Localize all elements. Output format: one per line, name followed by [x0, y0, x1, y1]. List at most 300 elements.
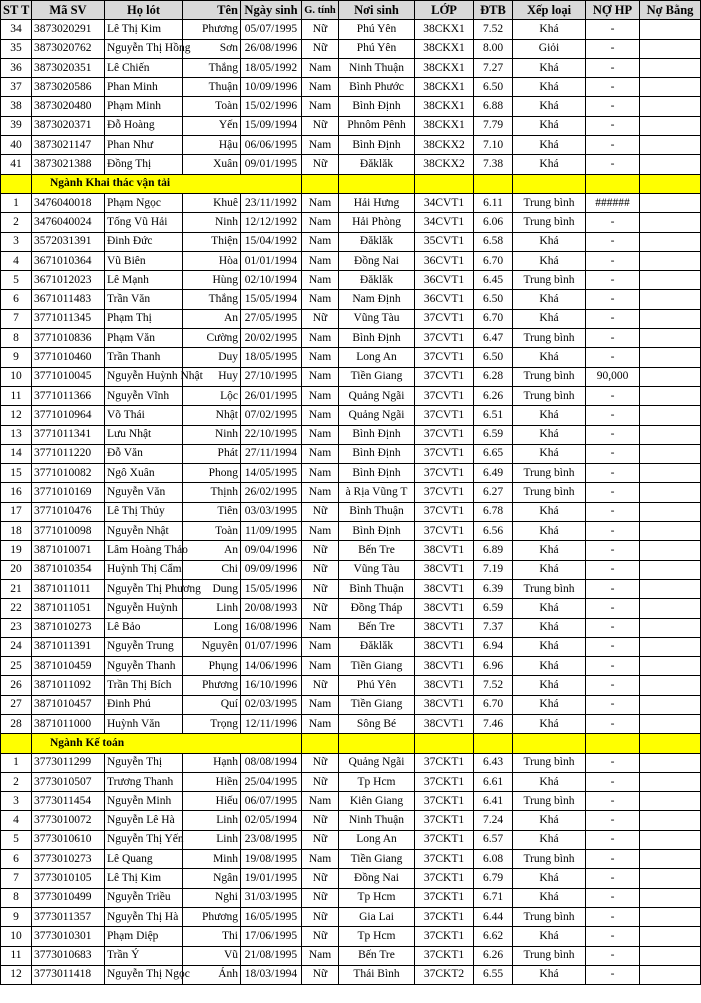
- cell-dtb: 6.47: [474, 329, 513, 348]
- table-row: [1, 695, 701, 714]
- cell-ten: Thi: [183, 927, 241, 946]
- cell-ten: Toàn: [183, 97, 241, 116]
- table-row: [1, 676, 701, 695]
- cell-gioitinh: Nam: [302, 792, 339, 811]
- cell-nobang: [640, 425, 701, 444]
- cell-ten: Hậu: [183, 136, 241, 155]
- cell-nobang: [640, 946, 701, 965]
- cell-nohp: -: [586, 20, 640, 39]
- table-row: [1, 753, 701, 772]
- cell-dtb: 6.45: [474, 271, 513, 290]
- cell-gioitinh: Nữ: [302, 753, 339, 772]
- cell-nohp: -: [586, 830, 640, 849]
- cell-masv: 3671012023: [32, 271, 105, 290]
- table-row: [1, 483, 701, 502]
- cell-noisinh: Bình Định: [339, 97, 415, 116]
- cell-ten: Cường: [183, 329, 241, 348]
- cell-ten: Thuận: [183, 78, 241, 97]
- cell-gioitinh: Nam: [302, 483, 339, 502]
- cell-stt: 14: [1, 444, 32, 463]
- cell-lop: 38CKX1: [415, 58, 474, 77]
- header-lop: LỚP: [415, 1, 474, 20]
- cell-holot: Lê Thị Thủy: [105, 502, 183, 521]
- cell-xeploai: Khá: [513, 714, 586, 733]
- cell-masv: 3873020371: [32, 116, 105, 135]
- cell-ngaysinh: 15/02/1996: [241, 97, 302, 116]
- cell-masv: 3773010507: [32, 772, 105, 791]
- cell-nohp: -: [586, 869, 640, 888]
- cell-lop: 37CKT1: [415, 946, 474, 965]
- cell-ten: Linh: [183, 599, 241, 618]
- cell-nohp: -: [586, 965, 640, 984]
- cell-noisinh: Tp Hcm: [339, 772, 415, 791]
- cell-masv: 3771010836: [32, 329, 105, 348]
- cell-dtb: 6.08: [474, 850, 513, 869]
- cell-holot: Nguyễn Thị: [105, 753, 183, 772]
- cell-holot: Phạm Diệp: [105, 927, 183, 946]
- table-row: [1, 830, 701, 849]
- cell-dtb: 6.71: [474, 888, 513, 907]
- table-row: [1, 946, 701, 965]
- cell-nohp: -: [586, 637, 640, 656]
- cell-nohp: -: [586, 657, 640, 676]
- table-row: [1, 116, 701, 135]
- cell-ten: Phong: [183, 464, 241, 483]
- cell-stt: 12: [1, 406, 32, 425]
- cell-ngaysinh: 10/09/1996: [241, 78, 302, 97]
- cell-holot: Nguyễn Nhật: [105, 522, 183, 541]
- cell-noisinh: Bình Định: [339, 425, 415, 444]
- cell-noisinh: Bình Định: [339, 464, 415, 483]
- cell-masv: 3671011483: [32, 290, 105, 309]
- cell-ngaysinh: 16/05/1995: [241, 907, 302, 926]
- cell-nohp: -: [586, 599, 640, 618]
- table-row: [1, 406, 701, 425]
- cell-ten: Huy: [183, 367, 241, 386]
- cell-noisinh: Đăklăk: [339, 637, 415, 656]
- cell-noisinh: Quảng Ngãi: [339, 753, 415, 772]
- cell-nobang: [640, 502, 701, 521]
- cell-ten: Sơn: [183, 39, 241, 58]
- cell-masv: 3773010499: [32, 888, 105, 907]
- cell-holot: Trần Thanh: [105, 348, 183, 367]
- cell-stt: 37: [1, 78, 32, 97]
- cell-masv: 3773011418: [32, 965, 105, 984]
- section-blank-cell: [1, 174, 32, 193]
- cell-xeploai: Khá: [513, 560, 586, 579]
- cell-noisinh: Quảng Ngãi: [339, 406, 415, 425]
- cell-ten: Hùng: [183, 271, 241, 290]
- cell-gioitinh: Nam: [302, 97, 339, 116]
- cell-gioitinh: Nam: [302, 522, 339, 541]
- cell-stt: 16: [1, 483, 32, 502]
- cell-dtb: 6.96: [474, 657, 513, 676]
- cell-stt: 41: [1, 155, 32, 174]
- cell-masv: 3771010045: [32, 367, 105, 386]
- cell-holot: Trần Ý: [105, 946, 183, 965]
- cell-xeploai: Khá: [513, 965, 586, 984]
- table-row: [1, 599, 701, 618]
- cell-ngaysinh: 02/05/1994: [241, 811, 302, 830]
- cell-ten: Phụng: [183, 657, 241, 676]
- cell-xeploai: Khá: [513, 676, 586, 695]
- table-row: [1, 329, 701, 348]
- table-row: [1, 271, 701, 290]
- cell-xeploai: Khá: [513, 348, 586, 367]
- cell-holot: Trần Thị Bích: [105, 676, 183, 695]
- cell-masv: 3773010072: [32, 811, 105, 830]
- cell-masv: 3773010105: [32, 869, 105, 888]
- cell-holot: Nguyễn Văn: [105, 483, 183, 502]
- cell-masv: 3771010476: [32, 502, 105, 521]
- cell-dtb: 6.26: [474, 946, 513, 965]
- cell-stt: 15: [1, 464, 32, 483]
- cell-stt: 12: [1, 965, 32, 984]
- cell-xeploai: Khá: [513, 155, 586, 174]
- cell-stt: 28: [1, 714, 32, 733]
- cell-nobang: [640, 676, 701, 695]
- cell-holot: Nguyễn Huỳnh: [105, 599, 183, 618]
- cell-masv: 3871010457: [32, 695, 105, 714]
- cell-lop: 37CVT1: [415, 348, 474, 367]
- cell-lop: 37CKT1: [415, 753, 474, 772]
- cell-ten: Lộc: [183, 386, 241, 405]
- header-masv: Mã SV: [32, 1, 105, 20]
- cell-noisinh: Bình Thuận: [339, 579, 415, 598]
- table-row: [1, 309, 701, 328]
- cell-stt: 10: [1, 927, 32, 946]
- cell-nohp: -: [586, 850, 640, 869]
- cell-nobang: [640, 927, 701, 946]
- table-row: [1, 58, 701, 77]
- cell-nohp: -: [586, 348, 640, 367]
- table-row: [1, 386, 701, 405]
- cell-xeploai: Trung bình: [513, 483, 586, 502]
- cell-xeploai: Trung bình: [513, 579, 586, 598]
- cell-ten: Phương: [183, 907, 241, 926]
- cell-gioitinh: Nữ: [302, 888, 339, 907]
- cell-ngaysinh: 16/10/1996: [241, 676, 302, 695]
- section-blank-cell: [415, 174, 474, 193]
- cell-lop: 37CVT1: [415, 425, 474, 444]
- cell-nobang: [640, 657, 701, 676]
- table-row: [1, 792, 701, 811]
- cell-noisinh: Bình Định: [339, 136, 415, 155]
- cell-dtb: 6.50: [474, 78, 513, 97]
- cell-nobang: [640, 193, 701, 212]
- cell-masv: 3873021388: [32, 155, 105, 174]
- cell-ngaysinh: 31/03/1995: [241, 888, 302, 907]
- cell-noisinh: à Rịa Vũng T: [339, 483, 415, 502]
- cell-lop: 36CVT1: [415, 290, 474, 309]
- cell-nohp: -: [586, 753, 640, 772]
- cell-lop: 38CVT1: [415, 637, 474, 656]
- cell-gioitinh: Nam: [302, 444, 339, 463]
- cell-nobang: [640, 97, 701, 116]
- cell-stt: 1: [1, 193, 32, 212]
- cell-gioitinh: Nữ: [302, 772, 339, 791]
- table-row: [1, 348, 701, 367]
- cell-noisinh: Bình Thuận: [339, 502, 415, 521]
- cell-ten: Phương: [183, 676, 241, 695]
- table-row: [1, 367, 701, 386]
- cell-stt: 34: [1, 20, 32, 39]
- table-row: [1, 155, 701, 174]
- table-row: [1, 927, 701, 946]
- cell-holot: Vũ Biên: [105, 251, 183, 270]
- cell-lop: 36CVT1: [415, 271, 474, 290]
- cell-ngaysinh: 15/05/1994: [241, 290, 302, 309]
- cell-xeploai: Khá: [513, 232, 586, 251]
- cell-lop: 37CVT1: [415, 444, 474, 463]
- cell-stt: 6: [1, 290, 32, 309]
- cell-ten: Hiền: [183, 772, 241, 791]
- cell-nohp: -: [586, 444, 640, 463]
- cell-xeploai: Khá: [513, 830, 586, 849]
- cell-nohp: -: [586, 232, 640, 251]
- cell-stt: 6: [1, 850, 32, 869]
- cell-noisinh: Hải Hưng: [339, 193, 415, 212]
- table-body: [1, 20, 701, 985]
- cell-nohp: -: [586, 772, 640, 791]
- cell-stt: 24: [1, 637, 32, 656]
- cell-stt: 27: [1, 695, 32, 714]
- cell-gioitinh: Nam: [302, 251, 339, 270]
- table-row: [1, 78, 701, 97]
- cell-noisinh: Quảng Ngãi: [339, 386, 415, 405]
- cell-nobang: [640, 464, 701, 483]
- cell-holot: Nguyễn Huỳnh Nhật: [105, 367, 183, 386]
- cell-nohp: -: [586, 560, 640, 579]
- cell-nohp: -: [586, 811, 640, 830]
- cell-nobang: [640, 695, 701, 714]
- cell-gioitinh: Nam: [302, 78, 339, 97]
- cell-nohp: -: [586, 927, 640, 946]
- cell-holot: Phạm Ngọc: [105, 193, 183, 212]
- cell-nobang: [640, 792, 701, 811]
- cell-holot: Lê Thị Kim: [105, 869, 183, 888]
- section-blank-cell: [586, 734, 640, 753]
- cell-masv: 3871011051: [32, 599, 105, 618]
- cell-stt: 7: [1, 309, 32, 328]
- cell-gioitinh: Nam: [302, 367, 339, 386]
- cell-gioitinh: Nữ: [302, 811, 339, 830]
- cell-stt: 8: [1, 888, 32, 907]
- cell-xeploai: Khá: [513, 136, 586, 155]
- cell-xeploai: Khá: [513, 502, 586, 521]
- cell-ngaysinh: 06/07/1995: [241, 792, 302, 811]
- section-blank-cell: [302, 734, 339, 753]
- cell-masv: 3773010301: [32, 927, 105, 946]
- cell-masv: 3773010610: [32, 830, 105, 849]
- cell-lop: 38CVT1: [415, 676, 474, 695]
- cell-lop: 37CVT1: [415, 367, 474, 386]
- cell-lop: 36CVT1: [415, 251, 474, 270]
- cell-nohp: -: [586, 541, 640, 560]
- cell-nohp: -: [586, 792, 640, 811]
- cell-dtb: 6.62: [474, 927, 513, 946]
- cell-ngaysinh: 18/05/1995: [241, 348, 302, 367]
- cell-lop: 37CKT1: [415, 907, 474, 926]
- table-row: [1, 20, 701, 39]
- cell-masv: 3873020351: [32, 58, 105, 77]
- cell-gioitinh: Nữ: [302, 599, 339, 618]
- cell-nohp: -: [586, 618, 640, 637]
- section-header-row: [1, 734, 701, 753]
- cell-lop: 38CVT1: [415, 618, 474, 637]
- cell-ten: Khuê: [183, 193, 241, 212]
- cell-lop: 38CVT1: [415, 579, 474, 598]
- cell-lop: 38CKX1: [415, 116, 474, 135]
- cell-xeploai: Giỏi: [513, 39, 586, 58]
- cell-ngaysinh: 08/08/1994: [241, 753, 302, 772]
- cell-holot: Nguyễn Vĩnh: [105, 386, 183, 405]
- cell-ngaysinh: 09/04/1996: [241, 541, 302, 560]
- cell-stt: 1: [1, 753, 32, 772]
- cell-holot: Nguyễn Thị Hồng: [105, 39, 183, 58]
- cell-ngaysinh: 09/09/1996: [241, 560, 302, 579]
- cell-ten: Trọng: [183, 714, 241, 733]
- table-row: [1, 850, 701, 869]
- cell-xeploai: Trung bình: [513, 213, 586, 232]
- cell-gioitinh: Nữ: [302, 676, 339, 695]
- section-blank-cell: [513, 174, 586, 193]
- cell-masv: 3871010071: [32, 541, 105, 560]
- cell-nohp: -: [586, 386, 640, 405]
- cell-gioitinh: Nam: [302, 695, 339, 714]
- cell-holot: Phan Như: [105, 136, 183, 155]
- cell-ten: Phương: [183, 20, 241, 39]
- cell-gioitinh: Nữ: [302, 541, 339, 560]
- cell-noisinh: Tiền Giang: [339, 850, 415, 869]
- cell-gioitinh: Nam: [302, 329, 339, 348]
- cell-nohp: -: [586, 116, 640, 135]
- cell-nobang: [640, 637, 701, 656]
- cell-ngaysinh: 02/10/1994: [241, 271, 302, 290]
- cell-xeploai: Khá: [513, 637, 586, 656]
- cell-ngaysinh: 11/09/1995: [241, 522, 302, 541]
- cell-dtb: 6.57: [474, 830, 513, 849]
- cell-dtb: 6.06: [474, 213, 513, 232]
- cell-stt: 5: [1, 271, 32, 290]
- cell-nohp: -: [586, 271, 640, 290]
- cell-gioitinh: Nam: [302, 386, 339, 405]
- cell-xeploai: Khá: [513, 58, 586, 77]
- cell-masv: 3873020480: [32, 97, 105, 116]
- cell-holot: Phan Minh: [105, 78, 183, 97]
- table-row: [1, 772, 701, 791]
- cell-dtb: 6.26: [474, 386, 513, 405]
- cell-gioitinh: Nam: [302, 714, 339, 733]
- table-row: [1, 657, 701, 676]
- cell-ten: Yến: [183, 116, 241, 135]
- cell-masv: 3773011454: [32, 792, 105, 811]
- cell-nobang: [640, 329, 701, 348]
- cell-ngaysinh: 27/11/1994: [241, 444, 302, 463]
- cell-masv: 3873020291: [32, 20, 105, 39]
- cell-lop: 38CKX1: [415, 20, 474, 39]
- cell-masv: 3871010354: [32, 560, 105, 579]
- cell-ten: Long: [183, 618, 241, 637]
- cell-holot: Nguyễn Thị Hà: [105, 907, 183, 926]
- table-row: [1, 464, 701, 483]
- section-header-row: [1, 174, 701, 193]
- cell-stt: 5: [1, 830, 32, 849]
- cell-stt: 13: [1, 425, 32, 444]
- cell-ten: Tiên: [183, 502, 241, 521]
- cell-ngaysinh: 26/01/1995: [241, 386, 302, 405]
- cell-nobang: [640, 965, 701, 984]
- cell-xeploai: Khá: [513, 425, 586, 444]
- cell-stt: 20: [1, 560, 32, 579]
- cell-masv: 3771011220: [32, 444, 105, 463]
- cell-stt: 4: [1, 811, 32, 830]
- cell-lop: 38CKX1: [415, 97, 474, 116]
- cell-gioitinh: Nam: [302, 136, 339, 155]
- cell-xeploai: Khá: [513, 251, 586, 270]
- header-dtb: ĐTB: [474, 1, 513, 20]
- cell-noisinh: Vũng Tàu: [339, 560, 415, 579]
- cell-masv: 3873020586: [32, 78, 105, 97]
- cell-masv: 3476040024: [32, 213, 105, 232]
- cell-lop: 34CVT1: [415, 213, 474, 232]
- cell-holot: Trần Văn: [105, 290, 183, 309]
- cell-nohp: -: [586, 213, 640, 232]
- header-xeploai: Xếp loại: [513, 1, 586, 20]
- cell-lop: 38CKX1: [415, 78, 474, 97]
- cell-masv: 3771010169: [32, 483, 105, 502]
- cell-gioitinh: Nam: [302, 850, 339, 869]
- cell-holot: Nguyễn Thị Phương: [105, 579, 183, 598]
- cell-stt: 21: [1, 579, 32, 598]
- cell-gioitinh: Nam: [302, 348, 339, 367]
- cell-holot: Phạm Minh: [105, 97, 183, 116]
- cell-xeploai: Khá: [513, 290, 586, 309]
- cell-ngaysinh: 02/03/1995: [241, 695, 302, 714]
- cell-noisinh: Vũng Tàu: [339, 309, 415, 328]
- cell-ngaysinh: 19/08/1995: [241, 850, 302, 869]
- cell-masv: 3771010082: [32, 464, 105, 483]
- cell-ngaysinh: 01/01/1994: [241, 251, 302, 270]
- cell-masv: 3773010683: [32, 946, 105, 965]
- cell-lop: 34CVT1: [415, 193, 474, 212]
- cell-ngaysinh: 21/08/1995: [241, 946, 302, 965]
- cell-nohp: -: [586, 522, 640, 541]
- section-blank-cell: [415, 734, 474, 753]
- cell-nobang: [640, 522, 701, 541]
- cell-lop: 37CKT1: [415, 792, 474, 811]
- cell-holot: Huỳnh Thị Cẩm: [105, 560, 183, 579]
- cell-dtb: 7.52: [474, 20, 513, 39]
- cell-noisinh: Nam Định: [339, 290, 415, 309]
- cell-dtb: 6.39: [474, 579, 513, 598]
- cell-ten: Hòa: [183, 251, 241, 270]
- cell-gioitinh: Nữ: [302, 907, 339, 926]
- cell-xeploai: Khá: [513, 927, 586, 946]
- table-row: [1, 811, 701, 830]
- cell-stt: 26: [1, 676, 32, 695]
- cell-noisinh: Đồng Tháp: [339, 599, 415, 618]
- cell-nohp: -: [586, 464, 640, 483]
- cell-gioitinh: Nữ: [302, 927, 339, 946]
- cell-masv: 3871011092: [32, 676, 105, 695]
- cell-nohp: -: [586, 136, 640, 155]
- cell-nohp: -: [586, 907, 640, 926]
- cell-ngaysinh: 25/04/1995: [241, 772, 302, 791]
- cell-stt: 35: [1, 39, 32, 58]
- cell-nohp: -: [586, 502, 640, 521]
- cell-gioitinh: Nam: [302, 637, 339, 656]
